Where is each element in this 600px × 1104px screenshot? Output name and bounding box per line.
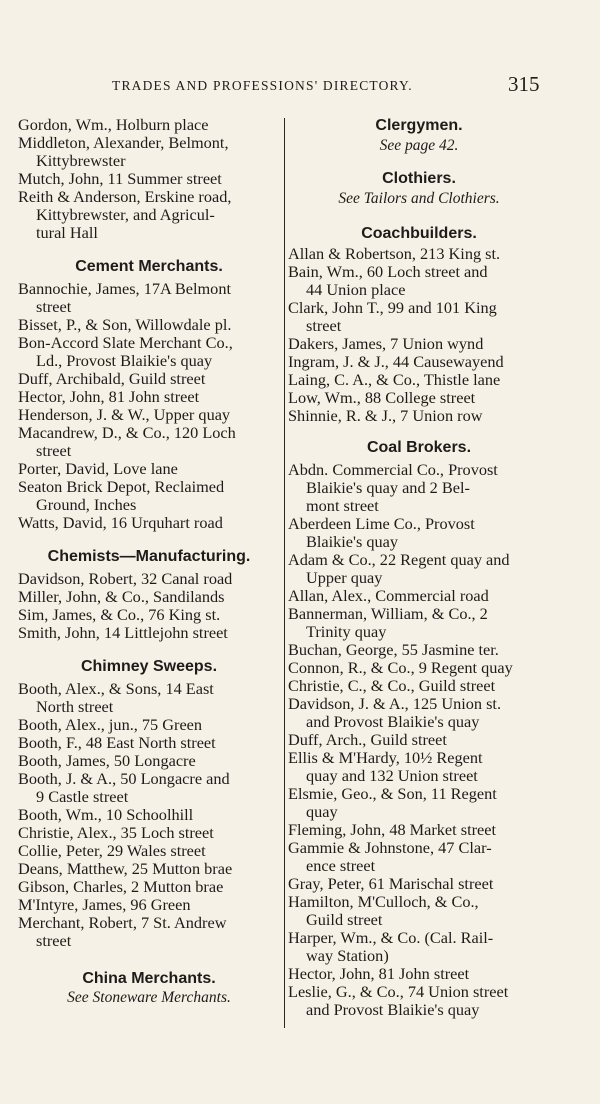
directory-entry: Bannerman, William, & Co., 2	[288, 604, 488, 623]
page-header	[0, 72, 600, 98]
directory-entry: Clark, John T., 99 and 101 King	[288, 298, 497, 317]
directory-entry-continuation: street	[36, 441, 72, 460]
directory-entry: Buchan, George, 55 Jasmine ter.	[288, 640, 499, 659]
directory-entry-continuation: Blaikie's quay	[306, 532, 399, 551]
directory-entry: Macandrew, D., & Co., 120 Loch	[18, 423, 236, 442]
directory-entry: Booth, Alex., & Sons, 14 East	[18, 679, 214, 698]
directory-entry-continuation: Trinity quay	[306, 622, 387, 641]
directory-entry: Aberdeen Lime Co., Provost	[288, 514, 475, 533]
running-title: TRADES AND PROFESSIONS' DIRECTORY.	[112, 78, 413, 93]
directory-entry: Duff, Archibald, Guild street	[18, 369, 206, 388]
directory-entry: Leslie, G., & Co., 74 Union street	[288, 982, 509, 1001]
directory-entry: Ingram, J. & J., 44 Causewayend	[288, 352, 504, 371]
section-heading-coal-brokers: Coal Brokers.	[366, 439, 472, 456]
directory-entry: Davidson, J. & A., 125 Union st.	[288, 694, 502, 713]
section-heading-china-merchants: China Merchants.	[82, 970, 216, 987]
section-heading-coachbuilders: Coachbuilders.	[361, 225, 477, 242]
left-column	[18, 116, 280, 1007]
directory-entry: Gibson, Charles, 2 Mutton brae	[18, 877, 224, 896]
directory-entry: Ellis & M'Hardy, 10½ Regent	[288, 748, 483, 767]
section-heading-clergymen: Clergymen.	[375, 117, 463, 134]
directory-entry: Abdn. Commercial Co., Provost	[288, 460, 498, 479]
directory-entry: Duff, Arch., Guild street	[288, 730, 447, 749]
directory-entry: Gammie & Johnstone, 47 Clar-	[288, 838, 492, 857]
directory-entry-continuation: Ground, Inches	[36, 495, 137, 514]
section-heading-chimney-sweeps: Chimney Sweeps.	[80, 658, 218, 675]
cross-reference: See Stoneware Merchants.	[67, 989, 231, 1006]
directory-entry: Smith, John, 14 Littlejohn street	[18, 623, 228, 642]
directory-entry: Laing, C. A., & Co., Thistle lane	[288, 370, 501, 389]
directory-entry-continuation: Upper quay	[306, 568, 383, 587]
directory-entry: Mutch, John, 11 Summer street	[18, 169, 222, 188]
directory-entry: Hector, John, 81 John street	[288, 964, 470, 983]
section-heading-cement-merchants: Cement Merchants.	[75, 258, 223, 275]
directory-entry: Collie, Peter, 29 Wales street	[18, 841, 206, 860]
entry-group	[18, 680, 280, 950]
directory-entry-continuation: North street	[36, 697, 114, 716]
section-heading-chemists-manufacturing: Chemists—Manufacturing.	[47, 548, 251, 565]
directory-entry-continuation: street	[36, 297, 72, 316]
directory-entry-continuation: and Provost Blaikie's quay	[306, 1000, 480, 1019]
directory-entry: Christie, Alex., 35 Loch street	[18, 823, 214, 842]
directory-entry: Booth, Wm., 10 Schoolhill	[18, 805, 194, 824]
directory-entry: Merchant, Robert, 7 St. Andrew	[18, 913, 227, 932]
directory-entry: Elsmie, Geo., & Son, 11 Regent	[288, 784, 497, 803]
directory-entry-continuation: Kittybrewster	[36, 151, 126, 170]
directory-entry-continuation: tural Hall	[36, 223, 98, 242]
directory-entry-continuation: 44 Union place	[306, 280, 406, 299]
entry-group	[18, 116, 280, 242]
directory-entry-continuation: street	[36, 931, 72, 950]
entry-group	[18, 570, 280, 642]
directory-entry: Bisset, P., & Son, Willowdale pl.	[18, 315, 232, 334]
directory-entry-continuation: and Provost Blaikie's quay	[306, 712, 480, 731]
directory-entry: Reith & Anderson, Erskine road,	[18, 187, 232, 206]
directory-entry-continuation: mont street	[306, 496, 379, 515]
directory-entry: Booth, James, 50 Longacre	[18, 751, 196, 770]
entry-group	[288, 461, 550, 1019]
directory-entry: Allan & Robertson, 213 King st.	[288, 244, 501, 263]
directory-entry-continuation: ence street	[306, 856, 376, 875]
directory-entry-continuation: 9 Castle street	[36, 787, 129, 806]
directory-entry: Fleming, John, 48 Market street	[288, 820, 497, 839]
directory-entry: Connon, R., & Co., 9 Regent quay	[288, 658, 513, 677]
directory-entry-continuation: way Station)	[306, 946, 389, 965]
directory-entry: Middleton, Alexander, Belmont,	[18, 133, 229, 152]
directory-entry: Gray, Peter, 61 Marischal street	[288, 874, 494, 893]
directory-entry-continuation: Blaikie's quay and 2 Bel-	[306, 478, 470, 497]
directory-entry: Booth, Alex., jun., 75 Green	[18, 715, 203, 734]
directory-entry: Miller, John, & Co., Sandilands	[18, 587, 225, 606]
directory-entry: Gordon, Wm., Holburn place	[18, 115, 209, 134]
directory-entry-continuation: street	[306, 316, 342, 335]
directory-entry-continuation: Ld., Provost Blaikie's quay	[36, 351, 213, 370]
right-column	[288, 116, 550, 1019]
directory-entry: Henderson, J. & W., Upper quay	[18, 405, 231, 424]
directory-entry: Bon-Accord Slate Merchant Co.,	[18, 333, 233, 352]
directory-entry-continuation: quay and 132 Union street	[306, 766, 478, 785]
directory-entry-continuation: Guild street	[306, 910, 383, 929]
directory-entry: Porter, David, Love lane	[18, 459, 178, 478]
directory-entry: Davidson, Robert, 32 Canal road	[18, 569, 233, 588]
directory-entry: Booth, J. & A., 50 Longacre and	[18, 769, 230, 788]
entry-group	[18, 280, 280, 532]
directory-entry: Dakers, James, 7 Union wynd	[288, 334, 484, 353]
directory-entry: Booth, F., 48 East North street	[18, 733, 216, 752]
directory-entry: Low, Wm., 88 College street	[288, 388, 476, 407]
directory-entry-continuation: quay	[306, 802, 338, 821]
cross-reference: See page 42.	[379, 137, 459, 154]
directory-entry: Bannochie, James, 17A Belmont	[18, 279, 231, 298]
directory-entry-continuation: Kittybrewster, and Agricul-	[36, 205, 215, 224]
page-number: 315	[508, 72, 540, 96]
directory-entry: Hector, John, 81 John street	[18, 387, 200, 406]
directory-entry: Sim, James, & Co., 76 King st.	[18, 605, 221, 624]
directory-entry: Allan, Alex., Commercial road	[288, 586, 489, 605]
section-heading-clothiers: Clothiers.	[382, 170, 456, 187]
directory-entry: Bain, Wm., 60 Loch street and	[288, 262, 488, 281]
directory-entry: Deans, Matthew, 25 Mutton brae	[18, 859, 233, 878]
directory-entry: Watts, David, 16 Urquhart road	[18, 513, 223, 532]
directory-entry: Hamilton, M'Culloch, & Co.,	[288, 892, 479, 911]
directory-entry: Harper, Wm., & Co. (Cal. Rail-	[288, 928, 494, 947]
column-divider	[284, 118, 285, 1028]
directory-entry: Shinnie, R. & J., 7 Union row	[288, 406, 483, 425]
cross-reference: See Tailors and Clothiers.	[338, 190, 500, 207]
directory-entry: M'Intyre, James, 96 Green	[18, 895, 191, 914]
directory-entry: Adam & Co., 22 Regent quay and	[288, 550, 510, 569]
entry-group	[288, 245, 550, 425]
directory-entry: Seaton Brick Depot, Reclaimed	[18, 477, 225, 496]
directory-entry: Christie, C., & Co., Guild street	[288, 676, 496, 695]
